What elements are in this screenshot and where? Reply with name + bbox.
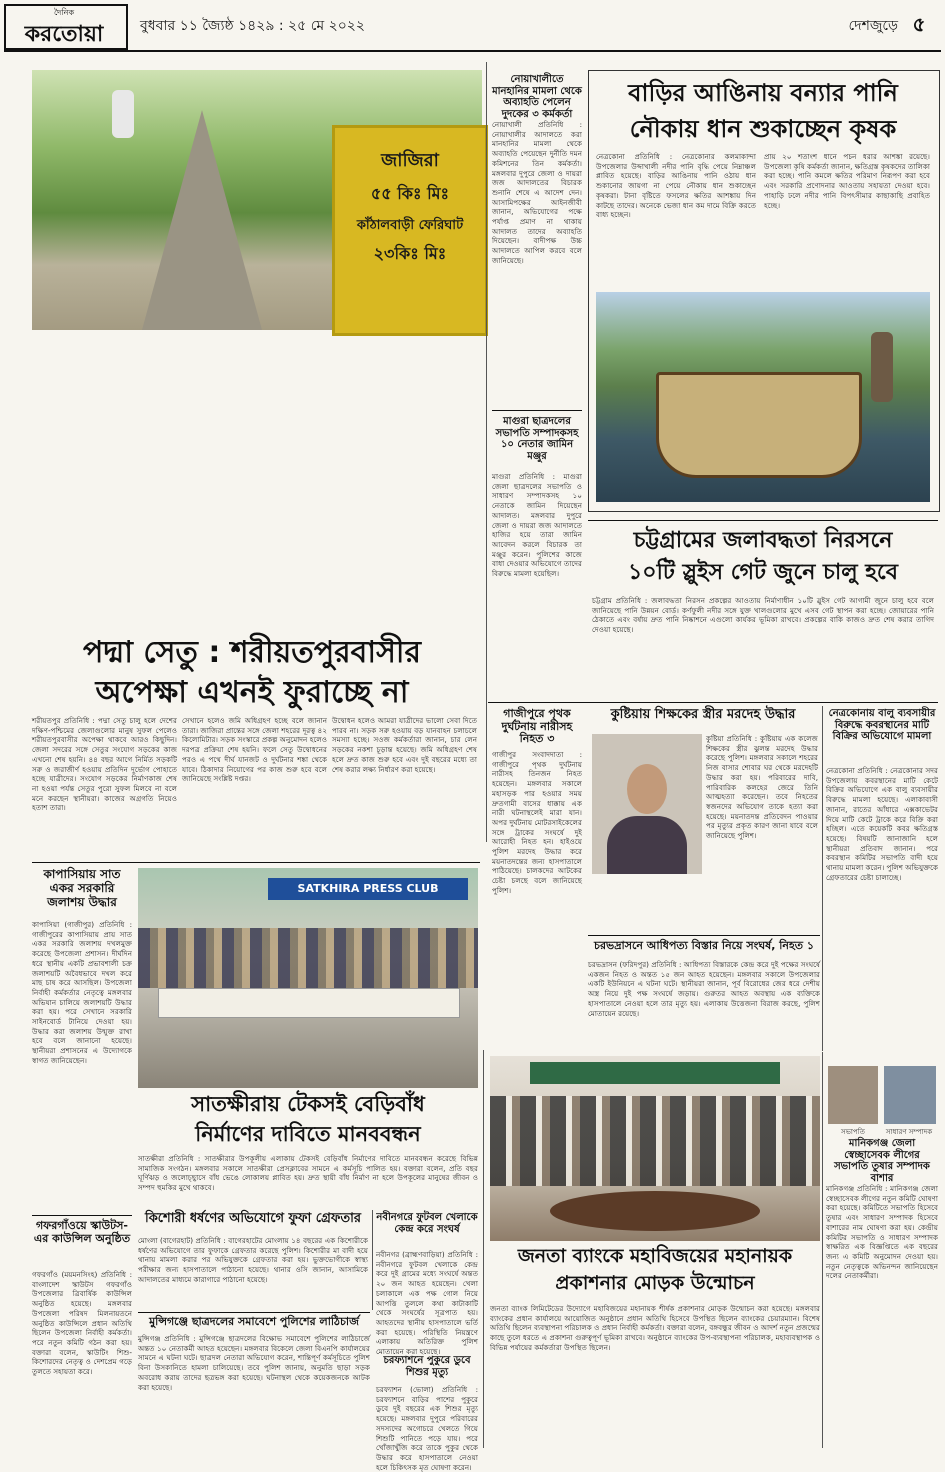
rule [32,862,480,863]
padma-body-col-2: সেখানে হলেও জমি অধিগ্রহণ হচ্ছে বলে জানান তারা। জাজিরা প্রান্তের সঙ্গে জেলা শহরের দূরত্ব ৪২ কিলোমিটার। সড়ক সংস্কারে প্রকল্প অনুমোদন হলেও দরপত্র প্রক্রিয়া শেষ হয়নি। ফলে সেতু উদ্বোধনের পরও এ পথে দীর্ঘ যানজট ও দুর্ঘটনার শঙ্কা থেকে যাবে। ঠিকাদার নিয়োগের পর কাজ শুরু হবে বলে জানিয়েছে সংশ্লিষ্ট দপ্তর। [182,716,327,784]
protest-banner [158,988,460,1018]
padma-body-col-3: উদ্বোধন হলেও আমরা যাত্রীদের ভালো সেবা দিতে পারব না। সড়ক সরু হওয়ায় বড় যানবাহন চলাচলে সমস্যা হচ্ছে। সওজ কর্মকর্তারা জানান, চার লেন সড়কের নকশা চূড়ান্ত হয়েছে। জমি অধিগ্রহণ শেষ হলে দ্রুত কাজ শুরু হবে এবং দুই বছরের মধ্যে তা শেষ করার লক্ষ্য নির্ধারণ করা হয়েছে। [332,716,477,774]
janata-headline-line-1: জনতা ব্যাংকে মহাবিজয়ের মহানায়ক [517,1245,793,1267]
pond-headline: চরফ্যাশনে পুকুরে ডুবে শিশুর মৃত্যু [383,1355,471,1378]
motorcycle-rider [112,90,134,138]
column-rule [483,1050,484,1448]
rule [588,520,938,521]
ctg-headline-line-2: ১০টি স্লুইস গেট জুনে চালু হবে [628,560,898,585]
page-number: ৫ [912,12,926,36]
satkhira-headline-line-1: সাতক্ষীরায় টেকসই বেড়িবাঁধ [191,1092,425,1116]
section-name: দেশজুড়ে [848,18,898,34]
milestone-line-3: কাঁঠালবাড়ী ফেরিঘাট [356,218,464,233]
manikganj-photo-president [828,1066,878,1124]
milestone-line-2: ৫৫ কিঃ মিঃ [370,184,450,203]
janata-photo [490,1056,820,1241]
portrait-head [627,764,667,814]
flood-photo [596,292,930,502]
munshiganj-body: মুন্সিগঞ্জ প্রতিনিধি : মুন্সিগঞ্জে ছাত্রদলের বিক্ষোভ সমাবেশে পুলিশের লাঠিচার্জে অন্তত ১০ নেতাকর্মী আহত হয়েছেন। মঙ্গলবার বিকেলে জেলা বিএনপি কার্যালয়ের সামনে এ ঘটনা ঘটে। ছাত্রদল নেতারা অভিযোগ করেন, শান্তিপূর্ণ কর্মসূচিতে পুলিশ বিনা উসকানিতে হামলা চালিয়েছে। তবে পুলিশ জানায়, অনুমতি ছাড়া সড়ক অবরোধ করায় তাদের ছত্রভঙ্গ করা হয়েছে। ঘটনাস্থল থেকে কয়েকজনকে আটক করা হয়েছে। [138,1334,370,1392]
rule [492,410,582,411]
rule [32,1215,132,1216]
netrokona-body: নেত্রকোনা প্রতিনিধি : নেত্রকোনার সদর উপজেলায় কবরস্থানের মাটি কেটে বিক্রির অভিযোগে এক বালু ব্যবসায়ীর বিরুদ্ধে মামলা হয়েছে। এলাকাবাসী জানান, রাতের আঁধারে এক্সকাভেটর দিয়ে মাটি কেটে ট্রাকে করে বিক্রি করা হচ্ছিল। এতে কয়েকটি কবর ক্ষতিগ্রস্ত হয়েছে। বিষয়টি জানাজানি হলে স্থানীয়রা প্রতিবাদ জানান। পরে কবরস্থান কমিটির সভাপতি বাদী হয়ে থানায় মামলা করেন। পুলিশ অভিযুক্তকে গ্রেফতারের চেষ্টা চালাচ্ছে। [826,766,938,882]
event-backdrop [530,1062,780,1084]
noakhali-headline: নোয়াখালীতে মানহানির মামলা থেকে অব্যাহতি পেলেন দুদকের ৩ কর্মকর্তা [492,74,582,120]
rule [138,1312,370,1313]
mawra-body: মাগুরা প্রতিনিধি : মাগুরা জেলা ছাত্রদলের সভাপতি ও সাধারণ সম্পাদকসহ ১০ নেতাকে জামিন দিয়েছেন আদালত। মঙ্গলবার দুপুরে জেলা ও দায়রা জজ আদালতে হাজির হয়ে তারা জামিন আবেদন করলে বিচারক তা মঞ্জুর করেন। পুলিশের কাজে বাধা দেওয়ার অভিযোগে তাদের বিরুদ্ধে মামলা হয়েছিল। [492,472,582,579]
kushtia-body: কুষ্টিয়া প্রতিনিধি : কুষ্টিয়ায় এক কলেজ শিক্ষকের স্ত্রীর ঝুলন্ত মরদেহ উদ্ধার করেছে পুলিশ। মঙ্গলবার সকালে শহরের নিজ বাসার শোবার ঘর থেকে মরদেহটি উদ্ধার করা হয়। পরিবারের দাবি, পারিবারিক কলহের জেরে তিনি আত্মহত্যা করেছেন। তবে নিহতের স্বজনদের অভিযোগ তাকে হত্যা করা হয়েছে। ময়নাতদন্ত প্রতিবেদন পাওয়ার পর মৃত্যুর প্রকৃত কারণ জানা যাবে বলে জানিয়েছে পুলিশ। [706,734,818,841]
munshiganj-headline: মুন্সিগঞ্জে ছাত্রদলের সমাবেশে পুলিশের লাঠিচার্জ [149,1315,359,1328]
rule [588,935,820,936]
manikganj-photo-secretary [884,1066,936,1124]
satkhira-photo [138,868,478,1088]
kushtia-portrait [592,734,702,874]
football-body: নবীনগর (ব্রাহ্মণবাড়িয়া) প্রতিনিধি : নবীনগরে ফুটবল খেলাকে কেন্দ্র করে দুই গ্রামের মধ্যে সংঘর্ষে অন্তত ২০ জন আহত হয়েছেন। খেলা চলাকালে এক পক্ষ গোল নিয়ে আপত্তি তুললে কথা কাটাকাটি থেকে সংঘর্ষের সূত্রপাত হয়। আহতদের স্থানীয় হাসপাতালে ভর্তি করা হয়েছে। পরিস্থিতি নিয়ন্ত্রণে এলাকায় অতিরিক্ত পুলিশ মোতায়েন করা হয়েছে। [376,1250,478,1357]
masthead-rule [4,50,941,52]
ctg-headline-line-1: চট্টগ্রামের জলাবদ্ধতা নিরসনে [633,528,893,553]
manikganj-caption-secretary: সাধারণ সম্পাদক [885,1128,933,1136]
manikganj-caption-president: সভাপতি [841,1128,865,1136]
paper-name: করতোয়া [24,22,104,47]
manikganj-headline: মানিকগঞ্জ জেলা স্বেচ্ছাসেবক লীগের সভাপতি তুষার সম্পাদক বাশার [834,1138,930,1184]
padma-headline-line-1: পদ্মা সেতু : শরীয়তপুরবাসীর [83,635,421,670]
padma-headline-line-2: অপেক্ষা এখনই ফুরাচ্ছে না [95,675,409,710]
guests-row [490,1096,820,1186]
conference-table [550,1191,760,1231]
padma-body-col-1: শরীয়তপুর প্রতিনিধি : পদ্মা সেতু চালু হলে দেশের দক্ষিণ-পশ্চিমের জেলাগুলোর মানুষ সুফল পেলেও শরীয়তপুরবাসীর অপেক্ষা থাকবে আরও কিছুদিন। জেলা সদরের সঙ্গে সেতুর সংযোগ সড়কের কাজ এখনো শেষ হয়নি। ৪৪ বছর আগে নির্মিত সড়কটি সরু ও জরাজীর্ণ হওয়ায় প্রতিদিন দুর্ভোগ পোহাতে হচ্ছে যাত্রীদের। সংযোগ সড়কের নির্মাণকাজ শেষ না হওয়া পর্যন্ত সেতুর পুরো সুফল মিলবে না বলে মনে করছেন স্থানীয়রা। কাজের অগ্রগতি নিয়েও হতাশ তারা। [32,716,177,813]
flood-headline-line-1: বাড়ির আঙিনায় বন্যার পানি [628,79,898,107]
column-rule [822,706,823,1051]
flood-body-col-2: প্রায় ২০ শতাংশ ধানে পচন ধরার আশঙ্কা রয়েছে। উপজেলা কৃষি কর্মকর্তা জানান, ক্ষতিগ্রস্ত কৃষকদের তালিকা করা হচ্ছে। পানি কমলে ক্ষতির পরিমাণ নিরূপণ করা হবে এবং সরকারি প্রণোদনার আওতায় সহায়তা দেওয়া হবে। পাহাড়ি ঢলে নদীর পানি বিপৎসীমার কাছাকাছি প্রবাহিত হচ্ছে। [764,152,930,210]
gaffargaon-headline: গফরগাঁওয়ে স্কাউটস-এর কাউন্সিল অনুষ্ঠিত [33,1219,131,1245]
rule [488,702,938,703]
mawra-headline: মাগুরা ছাত্রদলের সভাপতি সম্পাদকসহ ১০ নেতার জামিন মঞ্জুর [495,416,579,462]
flood-headline-line-2: নৌকায় ধান শুকাচ্ছেন কৃষক [629,115,897,143]
milestone-line-4: ২৩কিঃ মিঃ [373,244,447,263]
press-club-sign: SATKHIRA PRESS CLUB [268,878,468,900]
kapasia-headline: কাপাসিয়ায় সাত একর সরকারি জলাশয় উদ্ধার [43,867,121,909]
chorkhai-headline: চরভদ্রাসনে আধিপত্য বিস্তার নিয়ে সংঘর্ষ, নিহত ১ [594,939,814,952]
ctg-body: চট্টগ্রাম প্রতিনিধি : জলাবদ্ধতা নিরসন প্রকল্পের আওতায় নির্মাণাধীন ১০টি স্লুইস গেট আগামী জুনে চালু হবে বলে জানিয়েছে পানি উন্নয়ন বোর্ড। কর্ণফুলী নদীর সঙ্গে যুক্ত খালগুলোর মুখে এসব গেট স্থাপন করা হচ্ছে। জোয়ারের পানি ঠেকাতে এবং বর্ষায় দ্রুত পানি নিষ্কাশনে এগুলো কার্যকর ভূমিকা রাখবে। প্রকল্পের বাকি কাজও দ্রুত শেষ করার তাগিদ দেওয়া হয়েছে। [592,596,934,635]
kapasia-body: কাপাসিয়া (গাজীপুর) প্রতিনিধি : গাজীপুরের কাপাসিয়ায় প্রায় সাত একর সরকারি জলাশয় দখলমুক্ত করেছে উপজেলা প্রশাসন। দীর্ঘদিন ধরে স্থানীয় একটি প্রভাবশালী চক্র জলাশয়টি অবৈধভাবে দখল করে মাছ চাষ করে আসছিল। উপজেলা নির্বাহী কর্মকর্তার নেতৃত্বে মঙ্গলবার অভিযান চালিয়ে জলাশয়টি উদ্ধার করা হয়। পরে সেখানে সরকারি সাইনবোর্ড টানিয়ে দেওয়া হয়। উদ্ধার করা জলাশয় উন্মুক্ত রাখা হবে বলে জানানো হয়েছে। স্থানীয়রা প্রশাসনের এ উদ্যোগকে স্বাগত জানিয়েছেন। [32,920,132,1065]
column-rule [372,1210,373,1310]
portrait-shoulders [607,816,687,874]
manikganj-body: মানিকগঞ্জ প্রতিনিধি : মানিকগঞ্জ জেলা স্বেচ্ছাসেবক লীগের নতুন কমিটি ঘোষণা করা হয়েছে। কমিটিতে সভাপতি হিসেবে তুষার এবং সাধারণ সম্পাদক হিসেবে বাশারের নাম ঘোষণা করা হয়। কেন্দ্রীয় কমিটির সভাপতি ও সাধারণ সম্পাদক স্বাক্ষরিত এক বিজ্ঞপ্তিতে এক বছরের জন্য এ কমিটি অনুমোদন দেওয়া হয়। নতুন নেতৃত্বকে অভিনন্দন জানিয়েছেন দলের নেতাকর্মীরা। [826,1184,938,1281]
chorkhai-body: চরভদ্রাসন (ফরিদপুর) প্রতিনিধি : আধিপত্য বিস্তারকে কেন্দ্র করে দুই পক্ষের সংঘর্ষে একজন নিহত ও অন্তত ১৫ জন আহত হয়েছেন। মঙ্গলবার সকালে উপজেলার একটি ইউনিয়নে এ ঘটনা ঘটে। স্থানীয়রা জানান, পূর্ব বিরোধের জের ধরে দেশীয় অস্ত্র নিয়ে দুই পক্ষ সংঘর্ষে জড়ায়। গুরুতর আহত অবস্থায় এক ব্যক্তিকে হাসপাতালে নেওয়া হলে তার মৃত্যু হয়। এলাকায় উত্তেজনা বিরাজ করছে, পুলিশ মোতায়েন রয়েছে। [588,960,820,1018]
noakhali-body: নোয়াখালী প্রতিনিধি : নোয়াখালীর আদালতে করা মানহানির মামলা থেকে অব্যাহতি পেয়েছেন দুর্নীতি দমন কমিশনের তিন কর্মকর্তা। মঙ্গলবার দুপুরে জেলা ও দায়রা জজ আদালতের বিচারক শুনানি শেষে এ আদেশ দেন। আসামিপক্ষের আইনজীবী জানান, অভিযোগের পক্ষে পর্যাপ্ত প্রমাণ না থাকায় আদালত তাদের অব্যাহতি দিয়েছেন। বাদীপক্ষ উচ্চ আদালতে আপিল করবে বলে জানিয়েছে। [492,120,582,265]
netrokona-headline: নেত্রকোনায় বালু ব্যবসায়ীর বিরুদ্ধে কবরস্থানের মাটি বিক্রির অভিযোগে মামলা [828,708,936,742]
gazipur-headline: গাজীপুরে পৃথক দুর্ঘটনায় নারীসহ নিহত ৩ [501,707,573,746]
pond-body: চরফ্যাশন (ভোলা) প্রতিনিধি : চরফ্যাশনে বাড়ির পাশের পুকুরে ডুবে দুই বছরের এক শিশুর মৃত্যু হয়েছে। মঙ্গলবার দুপুরে পরিবারের সদস্যদের অগোচরে খেলতে গিয়ে শিশুটি পানিতে পড়ে যায়। পরে খোঁজাখুঁজি করে তাকে পুকুর থেকে উদ্ধার করে হাসপাতালে নেওয়া হলে চিকিৎসক মৃত ঘোষণা করেন। [376,1385,478,1472]
paper-logo-top: দৈনিক [53,8,75,17]
column-rule [486,62,487,842]
masthead [0,0,945,50]
boat-with-paddy [656,372,862,478]
column-rule [822,1052,823,1448]
paper-logo [4,4,128,50]
road-surface [142,110,262,330]
janata-body: জনতা ব্যাংক লিমিটেডের উদ্যোগে মহাবিজয়ের মহানায়ক শীর্ষক প্রকাশনার মোড়ক উন্মোচন করা হয়েছে। মঙ্গলবার ব্যাংকের প্রধান কার্যালয়ে আয়োজিত অনুষ্ঠানে প্রধান অতিথি হিসেবে উপস্থিত ছিলেন ব্যাংকের চেয়ারম্যান। বিশেষ অতিথি ছিলেন ব্যবস্থাপনা পরিচালক ও প্রধান নির্বাহী কর্মকর্তা। বক্তারা বলেন, বঙ্গবন্ধুর জীবন ও আদর্শ নতুন প্রজন্মের কাছে তুলে ধরতে এ প্রকাশনা গুরুত্বপূর্ণ ভূমিকা রাখবে। অনুষ্ঠানে ব্যাংকের উপ-ব্যবস্থাপনা পরিচালক, মহাব্যবস্থাপক ও বিভিন্ন পর্যায়ের কর্মকর্তারা উপস্থিত ছিলেন। [490,1304,820,1352]
football-headline: নবীনগরে ফুটবল খেলাকে কেন্দ্র করে সংঘর্ষ [376,1212,478,1235]
kishori-headline: কিশোরী ধর্ষণের অভিযোগে ফুফা গ্রেফতার [144,1211,361,1226]
farmer-figure [871,332,893,402]
gazipur-body: গাজীপুর সংবাদদাতা : গাজীপুরে পৃথক দুর্ঘটনায় নারীসহ তিনজন নিহত হয়েছেন। মঙ্গলবার সকালে মহাসড়ক পার হওয়ার সময় দ্রুতগামী বাসের ধাক্কায় এক নারী ঘটনাস্থলেই মারা যান। অপর দুর্ঘটনায় মোটরসাইকেলের সঙ্গে ট্রাকের সংঘর্ষে দুই আরোহী নিহত হন। হাইওয়ে পুলিশ মরদেহ উদ্ধার করে ময়নাতদন্তের জন্য হাসপাতালে পাঠিয়েছে। চালকদের আটকের চেষ্টা চলছে বলে জানিয়েছে পুলিশ। [492,750,582,895]
satkhira-body: সাতক্ষীরা প্রতিনিধি : সাতক্ষীরার উপকূলীয় এলাকায় টেকসই বেড়িবাঁধ নির্মাণের দাবিতে মানববন্ধন করেছে বিভিন্ন সামাজিক সংগঠন। মঙ্গলবার সকালে সাতক্ষীরা প্রেসক্লাবের সামনে এ কর্মসূচি পালিত হয়। বক্তারা বলেন, প্রতি বছর ঘূর্ণিঝড় ও জলোচ্ছ্বাসে বাঁধ ভেঙে লোকালয় প্লাবিত হয়। দ্রুত স্থায়ী বাঁধ নির্মাণ না হলে উপকূলের মানুষের জীবন ও সম্পদ হুমকির মুখে থাকবে। [138,1154,478,1193]
milestone-line-1: জাজিরা [381,150,439,171]
janata-headline-line-2: প্রকাশনার মোড়ক উন্মোচন [555,1272,755,1294]
satkhira-headline-line-2: নির্মাণের দাবিতে মানববন্ধন [195,1122,421,1146]
road-photo [32,70,482,330]
kushtia-headline: কুষ্টিয়ায় শিক্ষকের স্ত্রীর মরদেহ উদ্ধার [610,707,796,722]
milestone-post [332,125,488,336]
flood-body-col-1: নেত্রকোনা প্রতিনিধি : নেত্রকোনার কলমাকান্দা উপজেলার উব্দাখালী নদীর পানি বৃদ্ধি পেয়ে নিম্নাঞ্চল প্লাবিত হয়েছে। বাড়ির আঙিনায় পানি ওঠায় ধান শুকানোর জায়গা না পেয়ে নৌকায় ধান শুকাচ্ছেন কৃষকরা। টানা বৃষ্টিতে ফসলের ক্ষতির আশঙ্কায় দিন কাটছে তাদের। অনেকে ভেজা ধান কম দামে বিক্রি করতে বাধ্য হচ্ছেন। [596,152,756,220]
gaffargaon-body: গফরগাঁও (ময়মনসিংহ) প্রতিনিধি : বাংলাদেশ স্কাউটস গফরগাঁও উপজেলার ত্রিবার্ষিক কাউন্সিল অনুষ্ঠিত হয়েছে। মঙ্গলবার উপজেলা পরিষদ মিলনায়তনে অনুষ্ঠিত কাউন্সিলে প্রধান অতিথি ছিলেন উপজেলা নির্বাহী কর্মকর্তা। পরে নতুন কমিটি গঠন করা হয়। বক্তারা বলেন, স্কাউটিং শিশু-কিশোরদের নেতৃত্ব ও দেশপ্রেম গড়ে তুলতে সহায়তা করে। [32,1270,132,1377]
kishori-body: মোংলা (বাগেরহাট) প্রতিনিধি : বাগেরহাটের মোংলায় ১৪ বছরের এক কিশোরীকে ধর্ষণের অভিযোগে তার ফুফাকে গ্রেফতার করেছে পুলিশ। কিশোরীর মা বাদী হয়ে থানায় মামলা করার পর অভিযুক্তকে গ্রেফতার করা হয়। ভুক্তভোগীকে স্বাস্থ্য পরীক্ষার জন্য হাসপাতালে পাঠানো হয়েছে। থানার ওসি জানান, আসামিকে আদালতের মাধ্যমে কারাগারে পাঠানো হয়েছে। [138,1236,368,1284]
crowd [138,928,478,988]
issue-date: বুধবার ১১ জ্যৈষ্ঠ ১৪২৯ : ২৫ মে ২০২২ [140,18,366,34]
